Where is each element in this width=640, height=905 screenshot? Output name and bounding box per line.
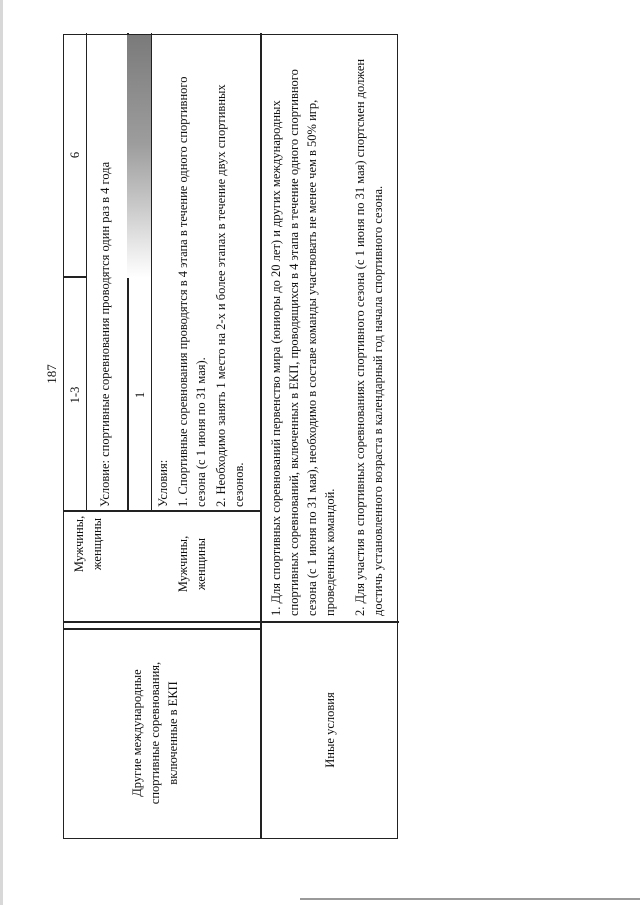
place-value-divider — [64, 277, 86, 279]
other-condition-2: 2. Для участия в спортивных соревнованиях спортивного сезона (с 1 июня по 31 мая) спортсмен должен достичь установленного возраста в календарный год начала спортивного сезона. — [353, 58, 385, 616]
header-divider-1 — [86, 33, 87, 512]
column-divider-category-2 — [64, 622, 399, 624]
requirements-table — [63, 34, 398, 839]
place-cell-2: 1 — [133, 391, 147, 399]
gender-cell-2: Мужчины, женщины — [176, 535, 208, 593]
gender-cell-1: Мужчины, женщины — [72, 515, 104, 573]
other-conditions-block — [267, 38, 389, 616]
condition-item-2: 2. Необходимо занять 1 место на 2-х и более этапах в течение двух спортивных сезонов. — [214, 84, 246, 507]
shaded-cell — [127, 35, 151, 278]
place-cell-1: 1-3 — [68, 386, 82, 404]
other-condition-1: 1. Для спортивных соревнований первенство мира (юниоры до 20 лет) и других международных спортивных соревнований, включенных в ЕКП, проводящихся в 4 этапа в течение одного спортивного сезона (с 1 июня по 31 мая), необходимо в составе команды участвовать не менее чем в 50% игр, проведенных командой. — [269, 69, 337, 616]
page-number: 187 — [44, 364, 59, 384]
scan-line — [300, 898, 640, 900]
value-cell-1: 6 — [68, 151, 82, 159]
condition-cell-1: Условие: спортивные соревнования проводятся один раз в 4 года — [98, 161, 112, 507]
row-divider — [260, 33, 262, 838]
conditions-block — [154, 39, 250, 507]
rotated-page — [44, 34, 398, 839]
category-cell-other-competitions: Другие международные спортивные соревнования, включенные в ЕКП — [130, 661, 180, 805]
condition-item-1: 1. Спортивные соревнования проводятся в 4 этапа в течение одного спортивного сезона (с 1 июня по 31 мая). — [176, 76, 208, 507]
scan-edge — [0, 0, 3, 905]
column-divider-category — [64, 629, 260, 631]
category-cell-other-conditions: Иные условия — [323, 692, 337, 768]
conditions-title: Условия: — [156, 459, 170, 507]
header-divider-2 — [151, 33, 152, 512]
